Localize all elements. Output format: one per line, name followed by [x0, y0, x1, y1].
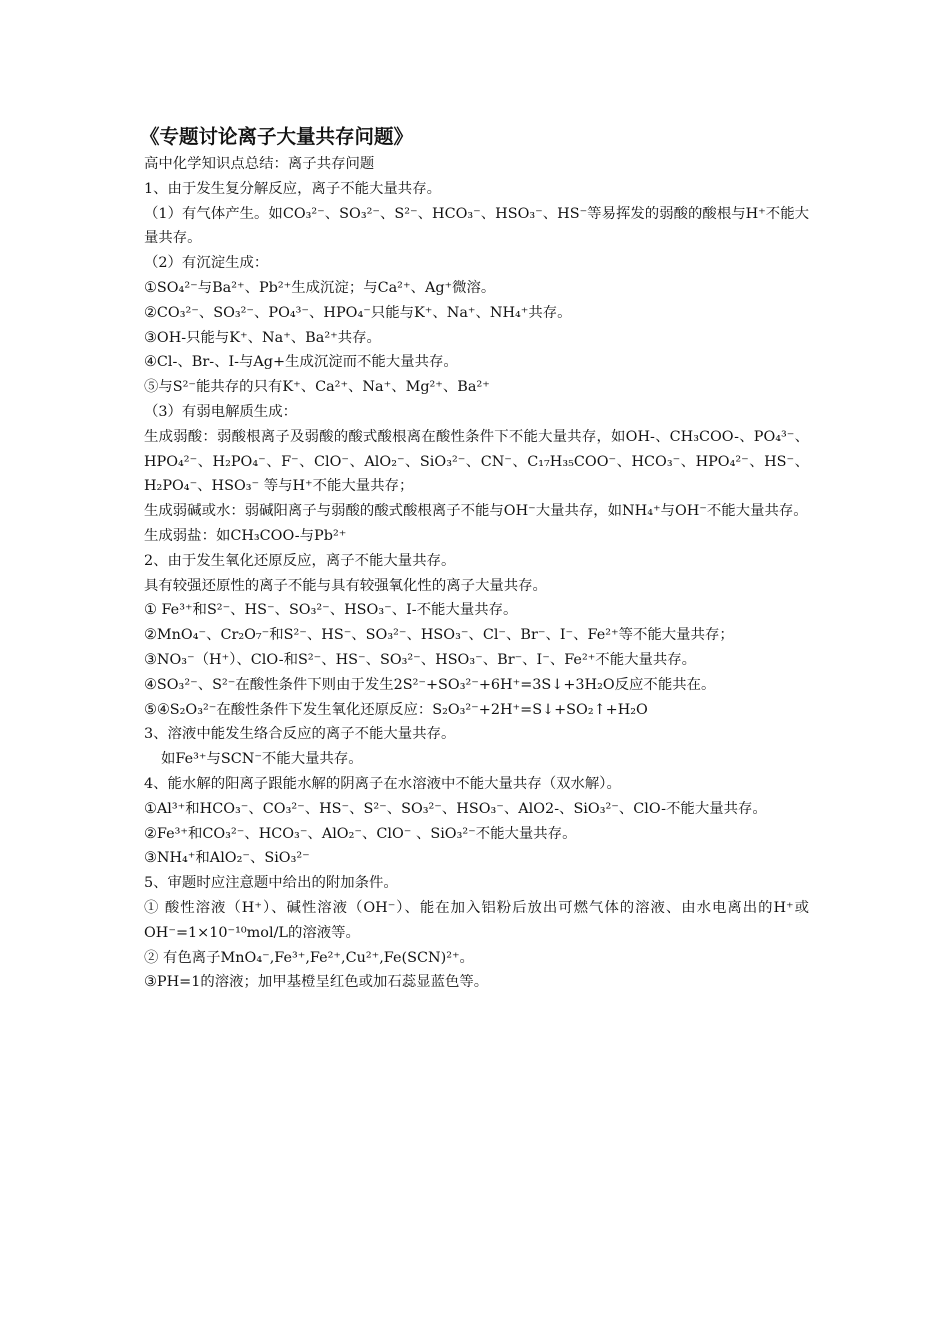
text-line: 4、能水解的阳离子跟能水解的阴离子在水溶液中不能大量共存（双水解）。 [144, 775, 621, 792]
text-line: 5、审题时应注意题中给出的附加条件。 [144, 875, 398, 892]
text-line: ②MnO₄⁻、Cr₂O₇⁻和S²⁻、HS⁻、SO₃²⁻、HSO₃⁻、Cl⁻、Br⁻、I⁻、Fe²⁺等不能大量共存； [144, 627, 734, 644]
text-line: （2）有沉淀生成： [144, 255, 269, 272]
text-line: 生成弱盐：如CH₃COO-与Pb²⁺ [144, 527, 347, 544]
text-line: 高中化学知识点总结：离子共存问题 [144, 156, 375, 172]
text-line: 具有较强还原性的离子不能与具有较强氧化性的离子大量共存。 [144, 577, 547, 594]
text-line: 1、由于发生复分解反应，离子不能大量共存。 [144, 180, 441, 197]
document-body [144, 152, 809, 995]
document-page [140, 122, 809, 995]
text-line: 生成弱碱或水：弱碱阳离子与弱酸的酸式酸根离子不能与OH⁻大量共存，如NH₄⁺与OH⁻不能大量共存。 [144, 503, 808, 520]
text-line: ④Cl-、Br-、I-与Ag+生成沉淀而不能大量共存。 [144, 354, 458, 371]
text-line: 3、溶液中能发生络合反应的离子不能大量共存。 [144, 726, 456, 743]
text-line: ④SO₃²⁻、S²⁻在酸性条件下则由于发生2S²⁻+SO₃²⁻+6H⁺=3S↓+3H₂O反应不能共在。 [144, 676, 716, 693]
text-line: （3）有弱电解质生成： [144, 403, 298, 420]
text-line: ③PH=1的溶液；加甲基橙呈红色或加石蕊显蓝色等。 [144, 974, 489, 991]
text-line: 2、由于发生氧化还原反应，离子不能大量共存。 [144, 552, 456, 569]
text-line: ③OH-只能与K⁺、Na⁺、Ba²⁺共存。 [144, 329, 381, 346]
text-line: ⑤与S²⁻能共存的只有K⁺、Ca²⁺、Na⁺、Mg²⁺、Ba²⁺ [144, 379, 490, 396]
text-line: ⑤④S₂O₃²⁻在酸性条件下发生氧化还原反应：S₂O₃²⁻+2H⁺=S↓+SO₂↑+H₂O [144, 701, 648, 718]
text-line: ①SO₄²⁻与Ba²⁺、Pb²⁺生成沉淀；与Ca²⁺、Ag⁺微溶。 [144, 279, 496, 296]
text-line: ②Fe³⁺和CO₃²⁻、HCO₃⁻、AlO₂⁻、ClO⁻ 、SiO₃²⁻不能大量共存。 [144, 825, 577, 842]
document-title: 《专题讨论离子大量共存问题》 [140, 125, 414, 148]
text-line: （1）有气体产生。如CO₃²⁻、SO₃²⁻、S²⁻、HCO₃⁻、HSO₃⁻、HS⁻等易挥发的弱酸的酸根与H⁺不能大量共存。 [144, 205, 809, 247]
text-line: ②CO₃²⁻、SO₃²⁻、PO₄³⁻、HPO₄⁻只能与K⁺、Na⁺、NH₄⁺共存。 [144, 304, 572, 321]
text-line: ①Al³⁺和HCO₃⁻、CO₃²⁻、HS⁻、S²⁻、SO₃²⁻、HSO₃⁻、AlO2-、SiO₃²⁻、ClO-不能大量共存。 [144, 800, 767, 817]
text-line: ② 有色离子MnO₄⁻,Fe³⁺,Fe²⁺,Cu²⁺,Fe(SCN)²⁺。 [144, 949, 474, 966]
text-line: ③NO₃⁻（H⁺）、ClO-和S²⁻、HS⁻、SO₃²⁻、HSO₃⁻、Br⁻、I⁻、Fe²⁺不能大量共存。 [144, 651, 697, 668]
text-line: ① Fe³⁺和S²⁻、HS⁻、SO₃²⁻、HSO₃⁻、I-不能大量共存。 [144, 602, 518, 619]
text-line: ③NH₄⁺和AlO₂⁻、SiO₃²⁻ [144, 850, 310, 867]
text-line: ① 酸性溶液（H⁺）、碱性溶液（OH⁻）、能在加入铝粉后放出可燃气体的溶液、由水电离出的H⁺或OH⁻=1×10⁻¹⁰mol/L的溶液等。 [144, 899, 809, 941]
text-line: 如Fe³⁺与SCN⁻不能大量共存。 [161, 751, 363, 768]
text-line: 生成弱酸：弱酸根离子及弱酸的酸式酸根离在酸性条件下不能大量共存，如OH-、CH₃COO-、PO₄³⁻、HPO₄²⁻、H₂PO₄⁻、F⁻、ClO⁻、AlO₂⁻、SiO₃²⁻、CN⁻、C₁₇H₃₅COO⁻、HCO₃⁻、HPO₄²⁻、HS⁻、H₂PO₄⁻、HSO₃⁻ 等与H⁺不能大量共存； [144, 428, 809, 495]
